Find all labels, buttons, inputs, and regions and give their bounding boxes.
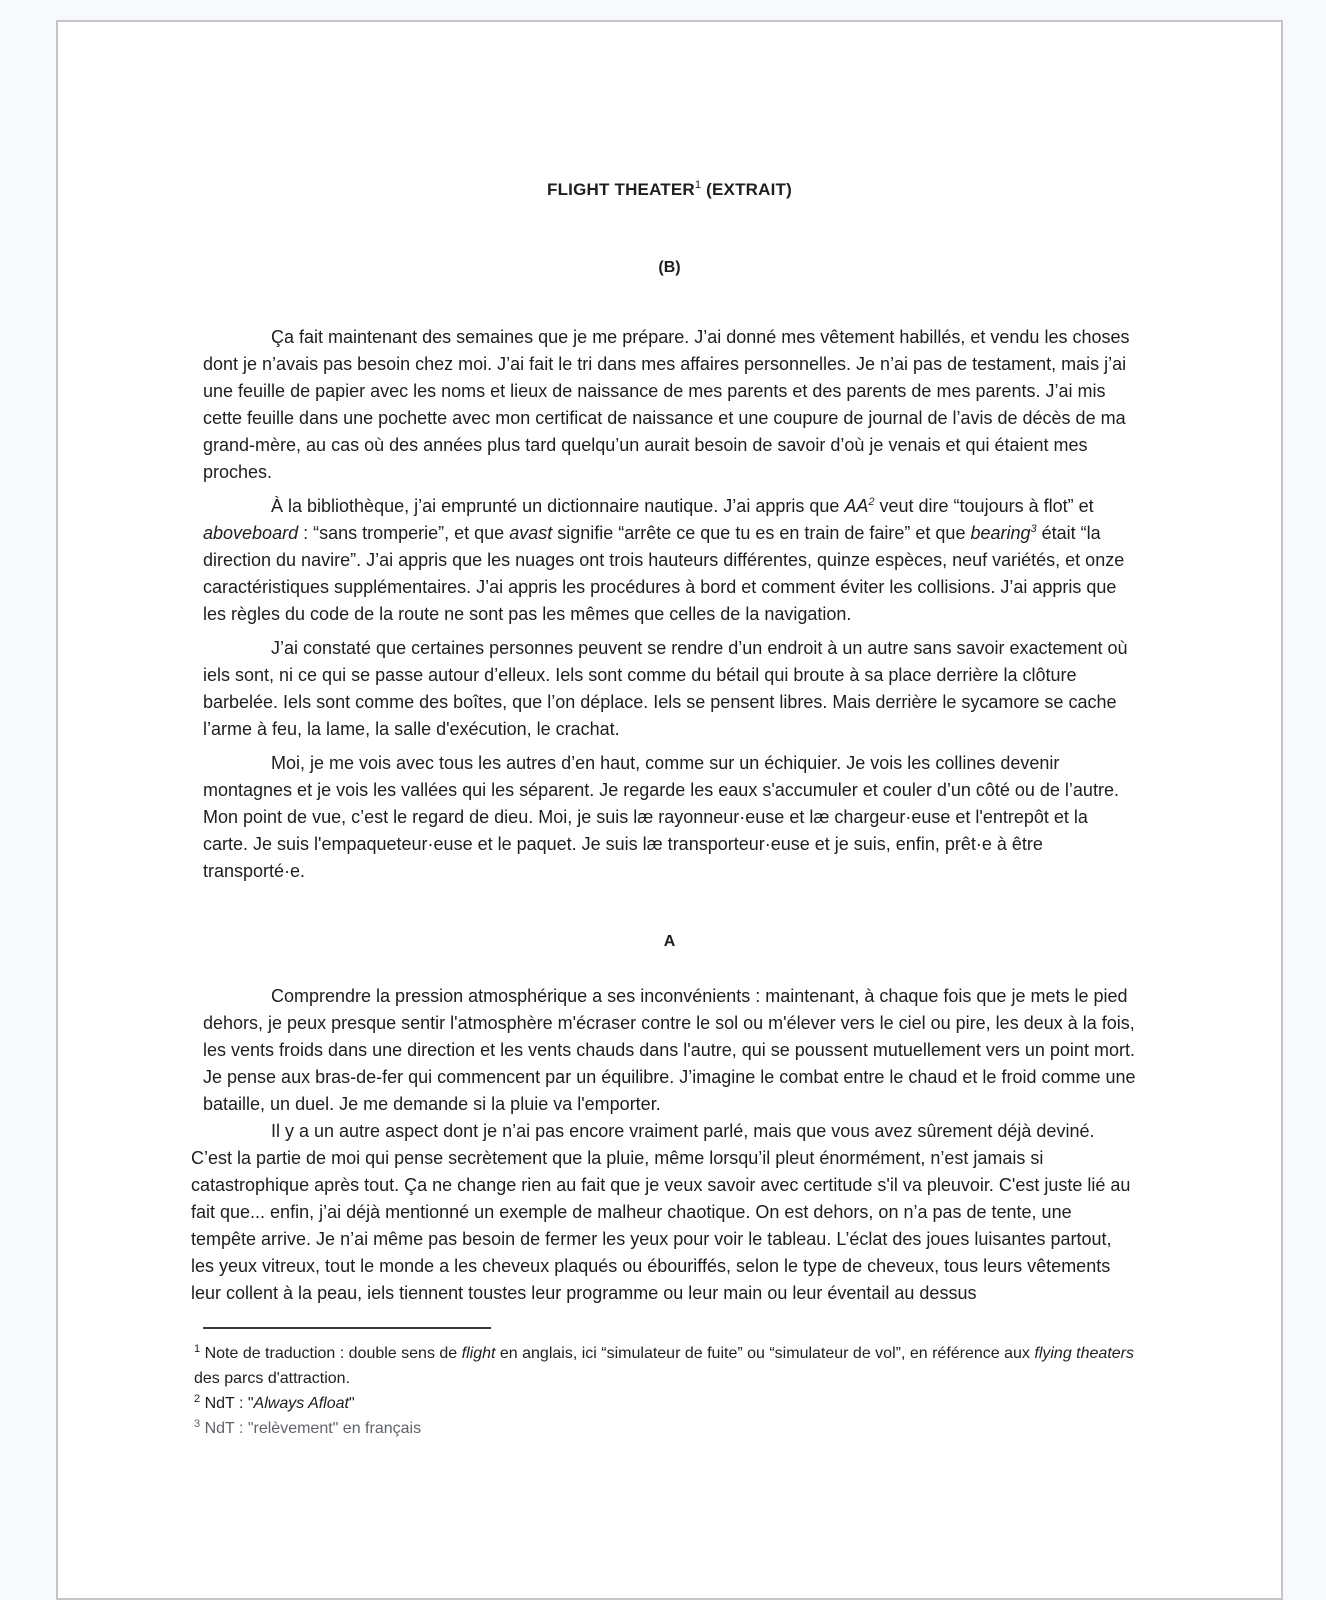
footnote-marker: 2 — [194, 1393, 201, 1405]
document-content — [58, 180, 1281, 1307]
text-run: en anglais, ici “simulateur de fuite” ou “simulateur de vol”, en référence aux — [495, 1345, 1035, 1362]
text-run: : “sans tromperie”, et que — [298, 523, 510, 543]
text-run: J’ai constaté que certaines personnes peuvent se rendre d’un endroit à un autre sans savoir exactement où iels sont, ni ce qui se passe autour d’elleux. Iels sont comme du bétail qui broute à sa place derrière la clôture barbelée. Iels sont comme des boîtes, que l’on déplace. Iels se pensent libres. Mais derrière le sycamore se cache l’arme à feu, la lame, la salle d'exécution, le crachat. — [203, 638, 1128, 739]
paragraph — [203, 983, 1136, 1118]
text-run: Note de traduction : double sens de — [200, 1345, 462, 1362]
paragraph — [203, 750, 1136, 885]
text-run: Moi, je me vois avec tous les autres d’en haut, comme sur un échiquier. Je vois les collines devenir montagnes et je vois les vallées qui les séparent. Je regarde les eaux s'accumuler et couler d’un côté ou de l’autre. Mon point de vue, c’est le regard de dieu. Moi, je suis læ rayonneur·euse et læ chargeur·euse et l'entrepôt et la carte. Je suis l'empaqueteur·euse et le paquet. Je suis læ transporteur·euse et je suis, enfin, prêt·e à être transporté·e. — [203, 753, 1119, 881]
footnotes-section — [58, 1327, 1281, 1441]
footnote — [194, 1416, 1136, 1441]
text-run: des parcs d'attraction. — [194, 1370, 351, 1387]
paragraph — [203, 635, 1136, 743]
text-run: était “la direction du navire”. J’ai appris que les nuages ont trois hauteurs différentes, quinze espèces, neuf variétés, et onze caractéristiques supplémentaires. J’ai appris les procédures à bord et comment éviter les collisions. J’ai appris que les règles du code de la route ne sont pas les mêmes que celles de la navigation. — [203, 523, 1125, 624]
footnote-list — [194, 1341, 1136, 1441]
text-run: Always Afloat — [253, 1395, 349, 1412]
footnote — [194, 1341, 1136, 1391]
paragraph — [203, 493, 1136, 628]
text-run: (EXTRAIT) — [701, 180, 793, 199]
paragraph — [203, 324, 1136, 486]
footnote — [194, 1391, 1136, 1416]
document-page — [56, 20, 1283, 1600]
paragraph — [191, 1118, 1136, 1307]
text-run: signifie “arrête ce que tu es en train de faire” et que — [552, 523, 971, 543]
text-run: FLIGHT THEATER — [546, 180, 695, 199]
document-title — [203, 180, 1136, 200]
text-run: NdT : "relèvement" en français — [200, 1420, 422, 1437]
text-run: flying theaters — [1034, 1345, 1134, 1362]
text-run: " — [348, 1395, 355, 1412]
text-run: NdT : " — [200, 1395, 254, 1412]
text-run: AA — [844, 496, 869, 516]
text-run: (B) — [658, 259, 681, 276]
footnote-marker: 3 — [194, 1418, 201, 1430]
superscript-text: 3 — [1030, 523, 1037, 535]
text-run: Ça fait maintenant des semaines que je me prépare. J’ai donné mes vêtement habillés, et vendu les choses dont je n’avais pas besoin chez moi. J’ai fait le tri dans mes affaires personnelles. Je n’ai pas de testament, mais j’ai une feuille de papier avec les noms et lieux de naissance de mes parents et des parents de mes parents. J’ai mis cette feuille dans une pochette avec mon certificat de naissance et une coupure de journal de l’avis de décès de ma grand-mère, au cas où des années plus tard quelqu’un aurait besoin de savoir d’où je venais et qui étaient mes proches. — [203, 327, 1130, 482]
section-label-b — [203, 258, 1136, 278]
text-run: bearing — [970, 523, 1031, 543]
text-run: aboveboard — [203, 523, 299, 543]
text-run: À la bibliothèque, j’ai emprunté un dictionnaire nautique. J’ai appris que — [271, 496, 845, 516]
text-run: flight — [461, 1345, 496, 1362]
section-label-a — [203, 932, 1136, 952]
text-run: Il y a un autre aspect dont je n’ai pas encore vraiment parlé, mais que vous avez sûrement déjà deviné. C’est la partie de moi qui pense secrètement que la pluie, même lorsqu’il pleut énormément, n’est jamais si catastrophique après tout. Ça ne change rien au fait que je veux savoir avec certitude s'il va pleuvoir. C'est juste lié au fait que... enfin, j’ai déjà mentionné un exemple de malheur chaotique. On est dehors, on n’a pas de tente, une tempête arrive. Je n’ai même pas besoin de fermer les yeux pour voir le tableau. L’éclat des joues luisantes partout, les yeux vitreux, tout le monde a les cheveux plaqués ou ébouriffés, selon le type de cheveux, tous leurs vêtements leur collent à la peau, iels tiennent toustes leur programme ou leur main ou leur éventail au dessus — [191, 1121, 1131, 1303]
footnote-marker: 1 — [194, 1343, 201, 1355]
footnote-separator — [203, 1327, 491, 1329]
text-run: A — [663, 933, 676, 950]
text-run: Comprendre la pression atmosphérique a ses inconvénients : maintenant, à chaque fois que je mets le pied dehors, je peux presque sentir l'atmosphère m'écraser contre le sol ou m'élever vers le ciel ou pire, les deux à la fois, les vents froids dans une direction et les vents chauds dans l'autre, qui se poussent mutuellement vers un point mort. Je pense aux bras-de-fer qui commencent par un équilibre. J’imagine le combat entre le chaud et le froid comme une bataille, un duel. Je me demande si la pluie va l'emporter. — [203, 986, 1136, 1114]
superscript-text: 2 — [868, 496, 875, 508]
superscript-text: 1 — [694, 179, 702, 191]
text-run: avast — [509, 523, 553, 543]
text-run: veut dire “toujours à flot” et — [874, 496, 1094, 516]
